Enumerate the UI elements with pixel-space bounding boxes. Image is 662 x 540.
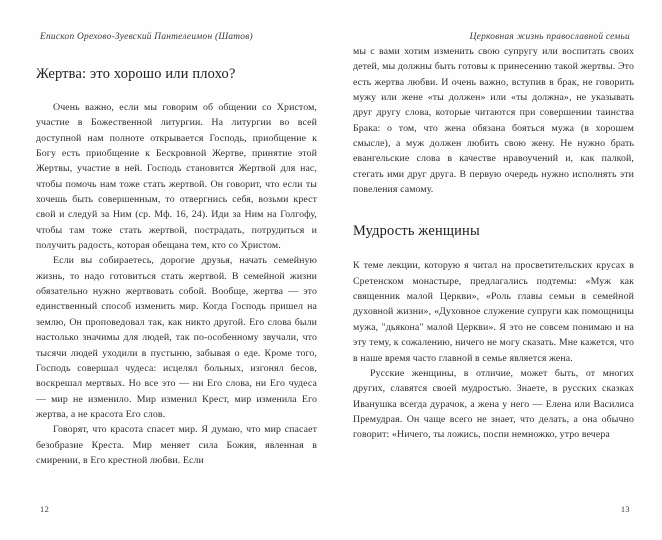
paragraph: Говорят, что красота спасет мир. Я думаю, что мир спасает безобразие Креста. Мир меняет сила Божия, явленная в смирении, в Его крестной любви. Если [36, 424, 317, 466]
paragraph: Русские женщины, в отличие, может быть, от многих других, славятся своей мудростью. Знаете, в русских сказках Иванушка всегда дурачок, а жена у него — Елена или Василиса Премудрая. Он чаще всего не знает, что делать, а она обычно говорит: «Ничего, ты ложись, поспи немножко, утро вечера [353, 367, 634, 441]
left-page-number: 12 [40, 505, 50, 514]
left-running-head: Епископ Орехово-Зуевский Пантелеимон (Шатов) [40, 32, 253, 42]
paragraph: Если вы собираетесь, дорогие друзья, начать семейную жизнь, то надо готовиться стать жертвой. В семейной жизни обязательно нужно жертвовать собой. Вообще, жертва — это единственный способ изменить мир. Когда Господь пришел на землю, Он проповедовал так, как никто другой. Его слова были настолько значимы для людей, так по-особенному звучали, что тысячи людей уходили в пустыню, забывая о еде. Кроме того, Господь совершал чудеса: исцелял больных, изгонял бесов, воскрешал мертвых. Но все это — ни Его слова, ни Его чудеса — мир не изменило. Мир изменил Крест, мир изменила Его жертва, а не красота Его слов. [36, 255, 317, 420]
heading-spacer [353, 197, 634, 223]
paragraph-continued: мы с вами хотим изменить свою супругу или воспитать своих детей, мы должны быть готовы к принесению такой жертвы. Это есть жертва любви. И очень важно, вступив в брак, не говорить мужу или жене «ты должен» или «ты должна», не указывать друг другу слова, которые читаются при совершении таинства Брака: о том, что жена обязана бояться мужа (в хорошем смысле), а муж должен любить свою жену. Не нужно брать евангельские слова в качестве нравоучений и, как палкой, стегать ими друг друга. В первую очередь нужно исполнять эти повеления самому. [353, 46, 634, 196]
right-column-body-bottom [353, 258, 634, 442]
chapter-heading: Жертва: это хорошо или плохо? [36, 66, 236, 82]
paragraph: К теме лекции, которую я читал на просветительских крусах в Сретенском монастыре, предлагались подтемы: «Муж как священник малой Церкви», «Роль главы семьи в семейной духовной жизни», «Духовное служение супруги как помощницы мужа, "дьякона" малой Церкви». Я это не совсем понимаю и на эту тему, к сожалению, ничего не могу сказать. Мне кажется, что в наше время часто главной в семье является жена. [353, 260, 634, 364]
right-column-body-top [353, 44, 634, 197]
paragraph: Очень важно, если мы говорим об общении со Христом, участие в Божественной литургии. На литургии во всей доступной нам полноте открывается Господь, приобщение к Богу есть приобщение к Бескровной Жертве, принятие этой Жертвы, участие в ней. Господь становится Жертвой для нас, чтобы помочь нам тоже стать жертвой. Он говорит, что если ты хочешь быть совершенным, то отвергнись себя, возьми крест свой и следуй за Ним (ср. Мф. 16, 24). Иди за Ним на Голгофу, чтобы там тоже стать жертвой, пострадать, потрудиться и получить радость, которая обещана тем, кто со Христом. [36, 102, 317, 252]
right-page [331, 0, 662, 540]
left-column-body [36, 100, 317, 468]
right-running-head: Церковная жизнь православной семьи [469, 32, 630, 42]
section-heading: Мудрость женщины [353, 223, 480, 240]
right-page-number: 13 [620, 505, 630, 514]
